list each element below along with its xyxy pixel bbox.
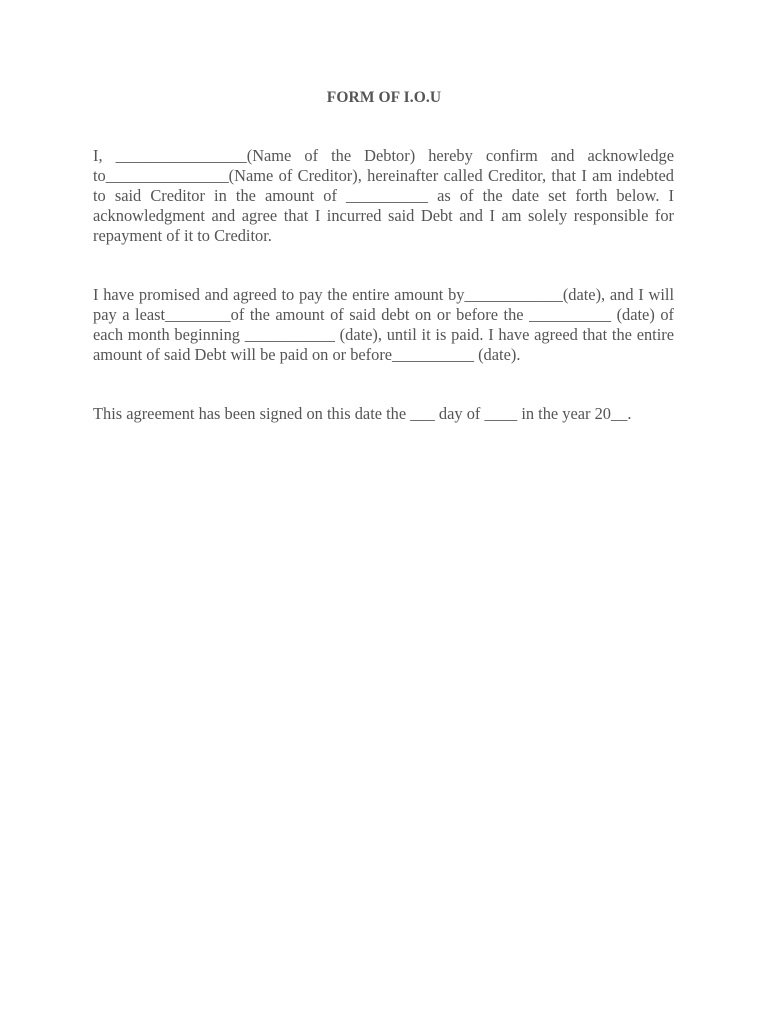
debt-acknowledgment-paragraph: I, ________________(Name of the Debtor) hereby confirm and acknowledge to_______________(Name of Creditor), hereinafter called Creditor, that I am indebted to said Creditor in the amount of __________ as of the date set forth below. I acknowledgment and agree that I incurred said Debt and I am solely responsible for repayment of it to Creditor. (93, 146, 674, 245)
signature-date-paragraph: This agreement has been signed on this date the ___ day of ____ in the year 20__. (93, 404, 632, 423)
payment-terms-paragraph: I have promised and agreed to pay the entire amount by____________(date), and I will pay a least________of the amount of said debt on or before the __________ (date) of each month beginning ___________ (date), until it is paid. I have agreed that the entire amount of said Debt will be paid on or before__________ (date). (93, 285, 674, 364)
document-title: FORM OF I.O.U (326, 89, 442, 106)
